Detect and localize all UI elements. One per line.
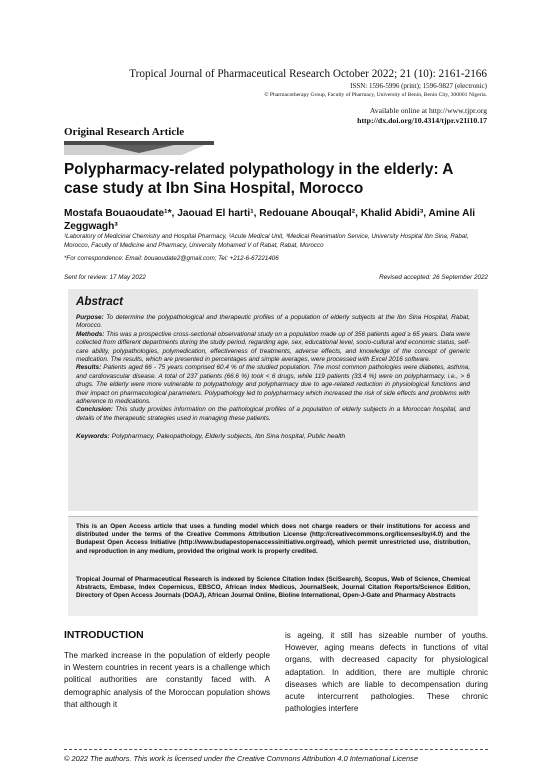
keywords-label: Keywords: xyxy=(76,433,110,441)
abstract-purpose: Purpose: To determine the polypathological and therapeutic profiles of a population of elderly subjects at the Ibn Sina Hospital, Rabat, Morocco. xyxy=(76,314,471,330)
abstract-box xyxy=(68,289,478,511)
article-title: Polypharmacy-related polypathology in the elderly: A case study at Ibn Sina Hospital, Morocco xyxy=(64,161,453,197)
license-footer: © 2022 The authors. This work is licensed under the Creative Commons Attribution 4.0 International License xyxy=(64,754,418,763)
article-type-bar xyxy=(64,141,214,155)
correspondence: *For correspondence: Email: bouaoudate2@gmail.com; Tel: +212-6-67221406 xyxy=(64,255,279,262)
issn-line: ISSN: 1596-5996 (print); 1596-9827 (electronic) xyxy=(350,82,487,90)
accepted-date: Revised accepted: 26 September 2022 xyxy=(379,274,488,281)
footer-divider xyxy=(64,749,488,750)
abstract-methods: Methods: This was a prospective cross-sectional observational study on a population made up of 356 patients aged ≥ 65 years. Data were collected from different departments during the study period, regarding age, sex, educational level, socio-cultural and economic status, self-care ability, polypathologies, polymedication, effectiveness of treatments, adverse effects, and knowledge of the concept of generic medication. The results, which are presented in percentages and simple averages, were processed with Excel 2016 software. xyxy=(76,330,470,364)
introduction-heading: INTRODUCTION xyxy=(64,630,144,641)
keywords: Keywords: Polypharmacy, Paleopathology, Elderly subjects, Ibn Sina hospital, Public health xyxy=(76,433,346,441)
review-dates xyxy=(64,274,488,281)
results-label: Results: xyxy=(76,364,102,372)
abstract-heading: Abstract xyxy=(76,295,124,308)
open-access-statement: This is an Open Access article that uses a funding model which does not charge readers or their institutions for access and distributed under the terms of the Creative Commons Attribution License (http://creativecommons.org/licenses/by/4.0) and the Budapest Open Access Initiative (http://www.budapestopenaccessinitiative.org/read), which permit unrestricted use, distribution, and reproduction in any medium, provided the original work is properly credited. xyxy=(76,523,470,555)
introduction-right-column: is ageing, it still has sizeable number of youths. However, aging means defects in functions of vital organs, with decreased capacity for physiological adaptation. In addition, there are multiple chronic diseases which are liable to decompensation during acute intercurrent pathologies. These chronic pathologies interfere xyxy=(285,631,488,714)
purpose-label: Purpose: xyxy=(76,314,104,321)
abstract-results: Results: Patients aged 66 - 75 years comprised 60.4 % of the studied population. The most common pathologies were diabetes, asthma, and cardiovascular disease. A total of 237 patients (66.6 %) took < 6 drugs, while 119 patients (33.4 %) were on polypharmacy, i.e., > 6 drugs. The elderly were more vulnerable to polypathology and polypharmacy due to age-related reduction in physiological functions and their impact on pharmacological parameters. Polypathology led to polypharmacy which increased the risk of side effects and problems with adherence to medications. xyxy=(76,364,470,406)
indexing-box xyxy=(68,576,478,616)
available-online: Available online at http://www.tjpr.org xyxy=(369,106,487,115)
doi-link[interactable]: http://dx.doi.org/10.4314/tjpr.v21i10.17 xyxy=(357,116,487,125)
publisher-line: © Pharmacotherapy Group, Faculty of Pharmacy, University of Benin, Benin City, 300001 Nigeria. xyxy=(264,92,487,98)
methods-label: Methods: xyxy=(76,330,105,338)
affiliations: ¹Laboratory of Medicinal Chemistry and Hospital Pharmacy, ²Acute Medical Unit, ³Medical Reanimation Service, University Hospital Ibn Sina, Rabat, Morocco, Faculty of Medicine and Pharmacy, University Mohamed V of Rabat, Rabat, Morocco xyxy=(64,233,469,249)
indexing-statement: Tropical Journal of Pharmaceutical Research is indexed by Science Citation Index (SciSearch), Scopus, Web of Science, Chemical Abstracts, Embase, Index Copernicus, EBSCO, African Index Medicus, JournalSeek, Journal Citation Reports/Science Edition, Directory of Open Access Journals (DOAJ), African Journal Online, Bioline International, Open-J-Gate and Pharmacy Abstracts xyxy=(76,576,470,600)
abstract-conclusion: Conclusion: This study provides information on the pathological profiles of a population of elderly subjects in a Moroccan hospital, and details of the therapeutic strategies used in managing these patients. xyxy=(76,406,470,422)
article-type: Original Research Article xyxy=(64,126,185,138)
journal-citation: Tropical Journal of Pharmaceutical Research October 2022; 21 (10): 2161-2166 xyxy=(129,68,487,80)
sent-date: Sent for review: 17 May 2022 xyxy=(64,274,146,281)
author-list: Mostafa Bouaoudate¹*, Jaouad El harti¹, Redouane Abouqal², Khalid Abidi³, Amine Ali Zeggwagh³ xyxy=(64,208,476,232)
conclusion-label: Conclusion: xyxy=(76,406,113,414)
introduction-left-column: The marked increase in the population of elderly people in Western countries in recent years is a challenge which political authorities are constantly faced with. A demographic analysis of the Moroccan population shows that although it xyxy=(64,651,270,709)
